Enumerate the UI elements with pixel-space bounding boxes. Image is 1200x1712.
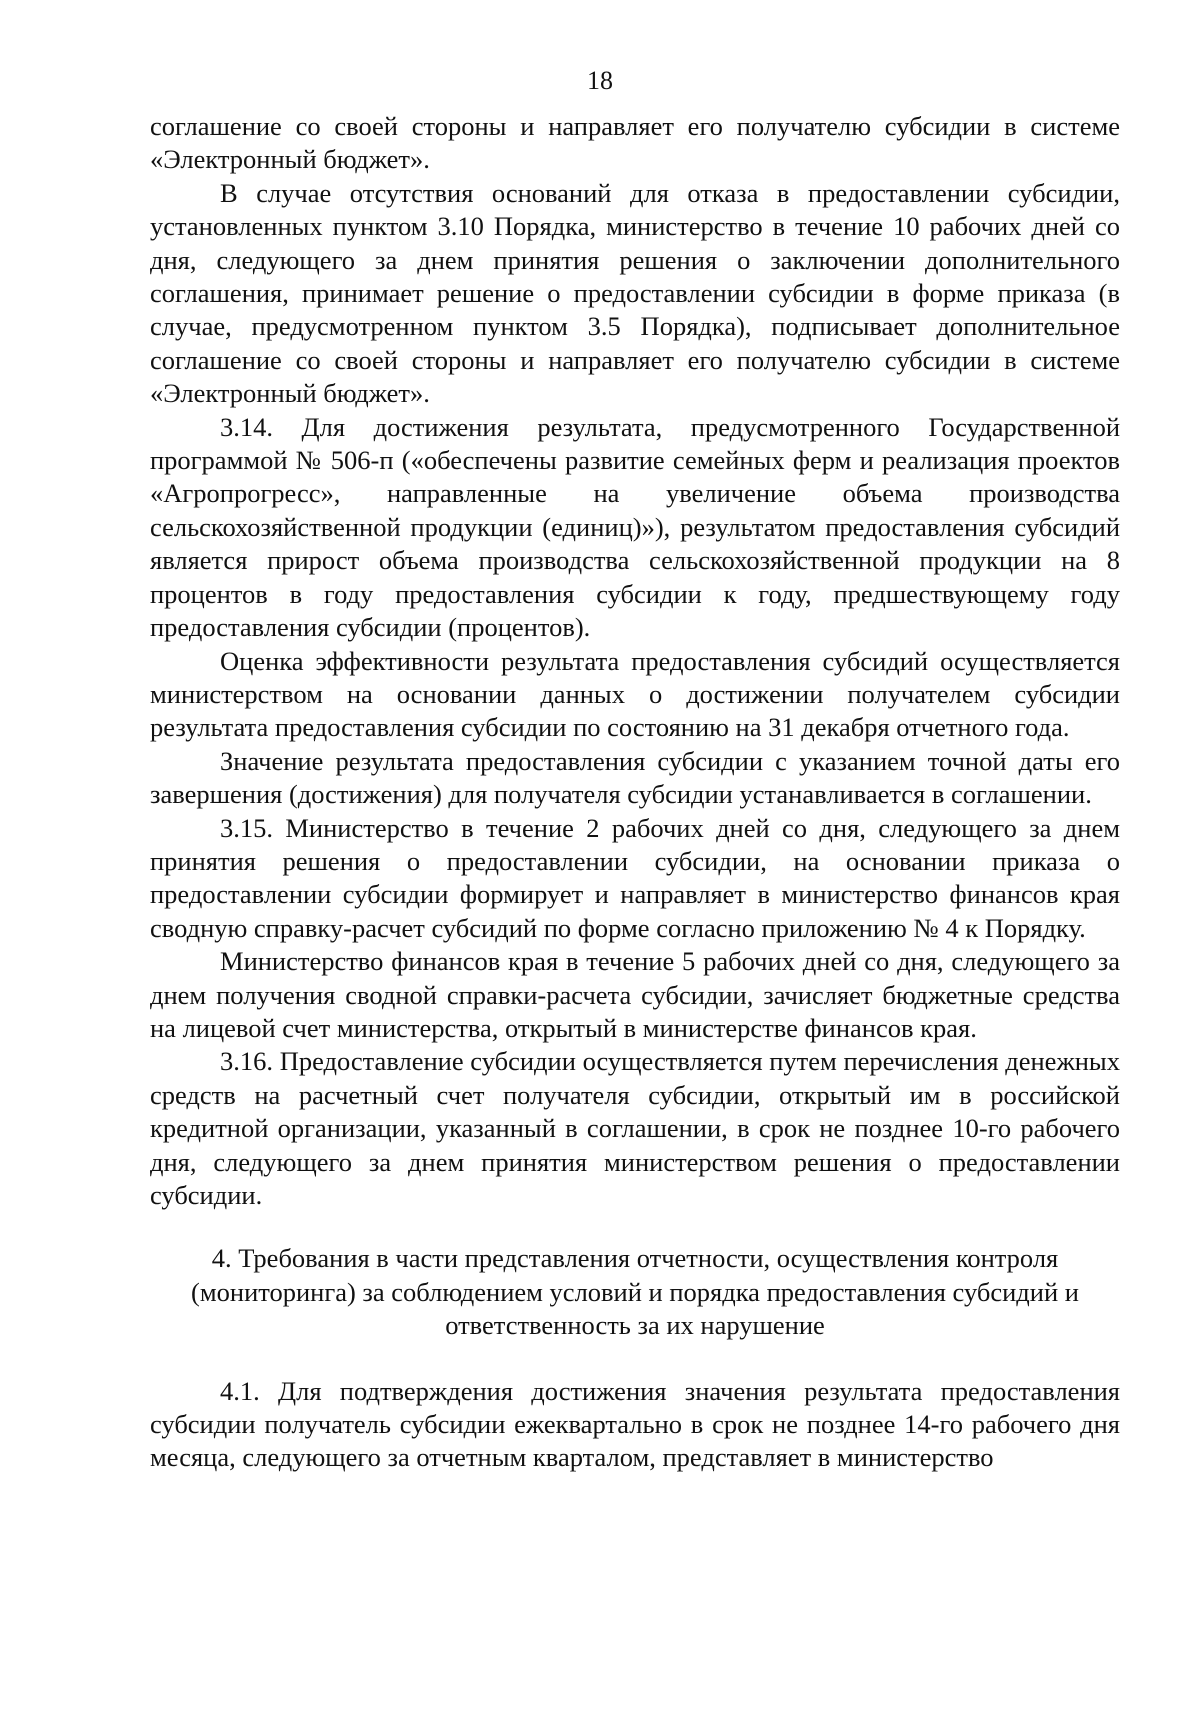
paragraph-finance-ministry: Министерство финансов края в течение 5 рабочих дней со дня, следующего за днем получения сводной справки-расчета субсидии, зачисляет бюджетные средства на лицевой счет министерства, открытый в министерстве финансов края.: [150, 946, 1120, 1043]
paragraph-result-value: Значение результата предоставления субсидии с указанием точной даты его завершения (достижения) для получателя субсидии устанавливается в соглашении.: [150, 745, 1120, 810]
paragraph-4-1: 4.1. Для подтверждения достижения значения результата предоставления субсидии получатель субсидии ежеквартально в срок не позднее 14-го рабочего дня месяца, следующего за отчетным кварталом, представляет в министерство: [150, 1375, 1120, 1473]
document-body: [150, 110, 1120, 1475]
paragraph-continuation: соглашение со своей стороны и направляет его получателю субсидии в системе «Электронный бюджет».: [150, 111, 1120, 175]
paragraph-3-16: 3.16. Предоставление субсидии осуществляется путем перечисления денежных средств на расчетный счет получателя субсидии, открытый им в российской кредитной организации, указанный в соглашении, в срок не позднее 10-го рабочего дня, следующего за днем принятия министерством решения о предоставлении субсидии.: [150, 1046, 1120, 1210]
page-number: 18: [587, 66, 613, 95]
paragraph-evaluation: Оценка эффективности результата предоставления субсидий осуществляется министерством на основании данных о достижении получателем субсидии результата предоставления субсидии по состоянию на 31 декабря отчетного года.: [150, 645, 1120, 743]
paragraph-additional-agreement: В случае отсутствия оснований для отказа в предоставлении субсидии, установленных пунктом 3.10 Порядка, министерство в течение 10 рабочих дней со дня, следующего за днем принятия решения о заключении дополнительного соглашения, принимает решение о предоставлении субсидии в форме приказа (в случае, предусмотренном пунктом 3.5 Порядка), подписывает дополнительное соглашение со своей стороны и направляет его получателю субсидии в системе «Электронный бюджет».: [150, 177, 1120, 409]
section-4-title: 4. Требования в части представления отчетности, осуществления контроля (мониторинга) за соблюдением условий и порядка предоставления субсидий и ответственность за их нарушение: [191, 1243, 1079, 1341]
paragraph-3-15: 3.15. Министерство в течение 2 рабочих дней со дня, следующего за днем принятия решения о предоставлении субсидии, на основании приказа о предоставлении субсидии формирует и направляет в министерство финансов края сводную справку-расчет субсидий по форме согласно приложению № 4 к Порядку.: [150, 812, 1120, 943]
paragraph-3-14: 3.14. Для достижения результата, предусмотренного Государственной программой № 506-п («обеспечены развитие семейных ферм и реализация проектов «Агропрогресс», направленные на увеличение объема производства сельскохозяйственной продукции (единиц)»), результатом предоставления субсидий является прирост объема производства сельскохозяйственной продукции на 8 процентов в году предоставления субсидии к году, предшествующему году предоставления субсидии (процентов).: [150, 411, 1120, 643]
